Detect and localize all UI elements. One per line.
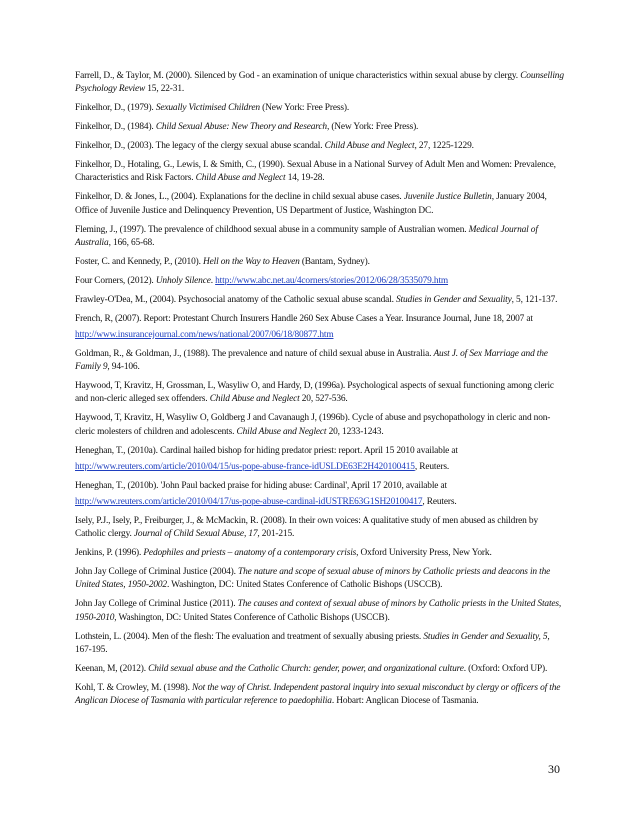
reference-text: Farrell, D., & Taylor, M. (2000). Silenced by God - an examination of unique characteristics within sexual abuse by clergy. [75, 71, 521, 81]
reference-link[interactable]: http://www.reuters.com/article/2010/04/15/us-pope-abuse-france-idUSLDE63E2H420100415 [75, 461, 415, 472]
reference-title: Child Abuse and Neglect [209, 394, 300, 405]
reference-text: Finkelhor, D., (2003). The legacy of the clergy sexual abuse scandal. [75, 141, 325, 152]
reference-text: Finkelhor, D., Hotaling, G., Lewis, I. & Smith, C., (1990). Sexual Abuse in a National Survey of Adult Men and Women: Prevalence, Characteristics and Risk Factors. [75, 160, 556, 184]
reference-title: Child Abuse and Neglect [324, 141, 415, 152]
reference-entry [75, 631, 565, 657]
reference-title: Child sexual abuse and the Catholic Church: gender, power, and organizational culture [148, 663, 464, 674]
reference-text: Goldman, R., & Goldman, J., (1988). The prevalence and nature of child sexual abuse in Australia. [75, 349, 434, 360]
reference-text: , 166, 65-68. [108, 237, 155, 248]
reference-link[interactable]: http://www.reuters.com/article/2010/04/17/us-pope-abuse-cardinal-idUSTRE63G1SH20100417 [75, 497, 423, 508]
reference-title: Sexually Victimised Children [155, 103, 260, 114]
reference-text: Finkelhor, D., (1984). [75, 122, 156, 133]
reference-text: (Bantam, Sydney). [299, 256, 370, 267]
reference-text: . Washington, DC: United States Conference of Catholic Bishops (USCCB). [166, 580, 443, 591]
reference-title: Not the way of Christ. Independent pastoral inquiry into sexual misconduct by clergy or officers of the Anglican Diocese of Tasmania with particular reference to paedophilia [75, 682, 561, 707]
reference-title: Studies in Gender and Sexuality, 5 [423, 631, 548, 642]
reference-text: Four Corners, (2012). [75, 275, 156, 286]
reference-text: , Oxford University Press, New York. [356, 548, 492, 559]
reference-text: , Reuters. [422, 497, 457, 508]
reference-text: , 167-195. [75, 631, 550, 655]
reference-entry [75, 480, 565, 493]
page-number: 30 [548, 762, 560, 776]
reference-entry [75, 547, 565, 560]
reference-entry [75, 348, 565, 374]
reference-text: Isely, P.J., Isely, P., Freiburger, J., & McMackin, R. (2008). In their own voices: A qualitative study of men abused as children by Catholic clergy. [75, 516, 538, 540]
reference-entry [75, 191, 565, 217]
reference-text: , Reuters. [414, 461, 450, 472]
reference-title: Journal of Child Sexual Abuse, 17 [133, 529, 258, 540]
reference-entry [75, 496, 565, 509]
reference-entry [75, 224, 565, 250]
reference-entry [75, 380, 565, 406]
reference-text: Jenkins, P. (1996). [75, 548, 144, 559]
reference-title: Child Sexual Abuse: New Theory and Research, [155, 122, 330, 133]
reference-text: Fleming, J., (1997). The prevalence of childhood sexual abuse in a community sample of Australian women. [75, 224, 469, 235]
reference-entry [75, 70, 565, 96]
reference-text: , 94-106. [107, 362, 140, 373]
reference-entry [75, 461, 565, 474]
reference-title: Unholy Silence [155, 275, 211, 286]
reference-text: 20, 527-536. [299, 394, 348, 405]
reference-text: Frawley-O'Dea, M., (2004). Psychosocial anatomy of the Catholic sexual abuse scandal. [75, 294, 396, 305]
reference-entry [75, 445, 565, 458]
reference-text: John Jay College of Criminal Justice (2011). [75, 599, 238, 610]
reference-text: Lothstein, L. (2004). Men of the flesh: The evaluation and treatment of sexually abusing priests. [75, 631, 424, 642]
reference-title: Medical Journal of Australia [75, 224, 538, 248]
reference-text: , Washington, DC: United States Conference of Catholic Bishops (USCCB). [114, 612, 390, 623]
reference-text: Finkelhor, D., (1979). [75, 103, 156, 114]
reference-title: Child Abuse and Neglect [236, 426, 327, 437]
reference-title: The nature and scope of sexual abuse of minors by Catholic priests and deacons in the United States, 1950-2002 [75, 567, 551, 591]
reference-title: Hell on the Way to Heaven [202, 256, 300, 267]
reference-title: Pedophiles and priests – anatomy of a contemporary crisis [143, 548, 357, 559]
reference-text: Keenan, M, (2012). [75, 663, 149, 674]
reference-title: Studies in Gender and Sexuality [396, 294, 512, 305]
reference-text: 14, 19-28. [285, 173, 325, 184]
reference-text: , 5, 121-137. [511, 294, 558, 305]
reference-entry [75, 159, 565, 185]
reference-entry [75, 275, 565, 288]
reference-text: , January 2004, Office of Juvenile Justice and Delinquency Prevention, US Department of Justice, Washington DC. [75, 192, 547, 216]
reference-text: (New York: Free Press). [259, 103, 350, 114]
reference-entry [75, 102, 565, 115]
reference-link[interactable]: http://www.insurancejournal.com/news/national/2007/06/18/80877.htm [75, 330, 334, 341]
reference-text: John Jay College of Criminal Justice (2004). [75, 567, 239, 578]
reference-text: Foster, C. and Kennedy, P., (2010). [75, 256, 203, 267]
reference-text: Haywood, T, Kravitz, H, Wasyliw O, Goldberg J and Cavanaugh J, (1996b). Cycle of abuse and psychopathology in cleric and non-cleric molesters of children and adolescents. [75, 413, 551, 437]
reference-entry [75, 566, 565, 592]
reference-title: Aust J. of Sex Marriage and the Family 9 [75, 349, 548, 373]
reference-text: French, R, (2007). Report: Protestant Church Insurers Handle 260 Sex Abuse Cases a Year. Insurance Journal, June 18, 2007 at [75, 313, 533, 324]
reference-link[interactable]: http://www.abc.net.au/4corners/stories/2012/06/28/3535079.htm [215, 275, 449, 286]
reference-text: Haywood, T, Kravitz, H, Grossman, L, Wasyliw O, and Hardy, D, (1996a). Psychological aspects of sexual functioning among cleric and non-cleric alleged sex offenders. [75, 381, 554, 405]
reference-text: Heneghan, T., (2010a). Cardinal hailed bishop for hiding predator priest: report. April 15 2010 available at [75, 445, 458, 456]
reference-text: . Hobart: Anglican Diocese of Tasmania. [331, 696, 479, 707]
reference-entry [75, 329, 565, 342]
reference-entry [75, 313, 565, 326]
reference-text: Heneghan, T., (2010b). 'John Paul backed praise for hiding abuse: Cardinal', April 17 2010, available at [75, 480, 447, 491]
reference-title: Juvenile Justice Bulletin [403, 192, 492, 203]
reference-text: . [210, 275, 216, 286]
reference-entry [75, 663, 565, 676]
reference-entry [75, 140, 565, 153]
reference-entry [75, 412, 565, 438]
reference-entry [75, 515, 565, 541]
reference-title: The causes and context of sexual abuse of minors by Catholic priests in the United States, 1950-2010 [75, 599, 562, 623]
reference-list [75, 70, 565, 714]
reference-text: . (Oxford: Oxford UP). [463, 663, 548, 674]
reference-title: Child Abuse and Neglect [195, 173, 286, 184]
reference-text: , 201-215. [257, 529, 295, 540]
reference-entry [75, 682, 565, 708]
reference-entry [75, 598, 565, 624]
reference-text: Finkelhor, D. & Jones, L., (2004). Explanations for the decline in child sexual abuse cases. [75, 192, 404, 203]
reference-entry [75, 294, 565, 307]
reference-text: (New York: Free Press). [329, 122, 419, 133]
reference-entry [75, 121, 565, 134]
reference-text: 20, 1233-1243. [326, 426, 384, 437]
reference-entry [75, 256, 565, 269]
reference-text: , 27, 1225-1229. [414, 141, 474, 152]
reference-text: Kohl, T. & Crowley, M. (1998). [75, 682, 193, 693]
reference-text: 15, 22-31. [145, 84, 185, 95]
reference-title: Counselling Psychology Review [75, 71, 564, 95]
